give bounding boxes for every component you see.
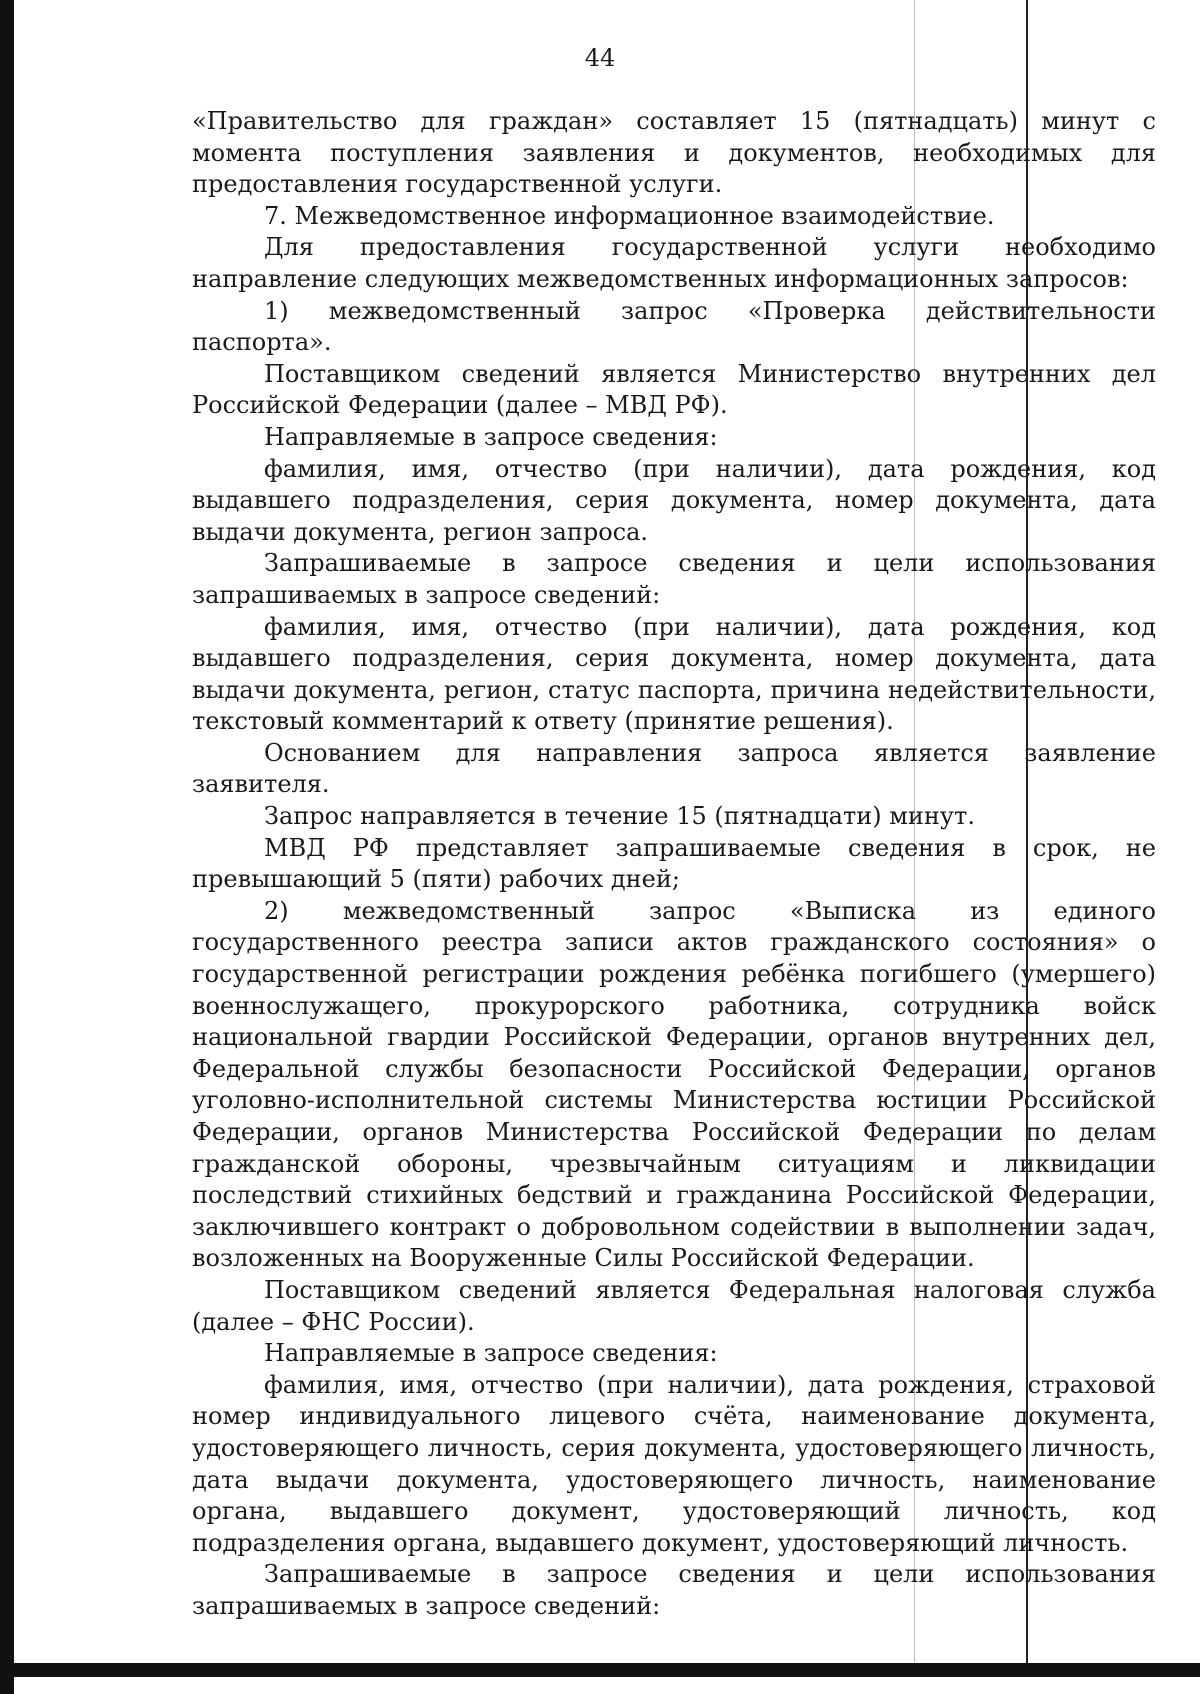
paragraph: Запрашиваемые в запросе сведения и цели использования запрашиваемых в запросе сведений: xyxy=(192,549,1156,609)
document-body xyxy=(192,106,1156,1623)
paragraph: Запрос направляется в течение 15 (пятнадцати) минут. xyxy=(264,802,975,831)
paragraph: фамилия, имя, отчество (при наличии), дата рождения, код выдавшего подразделения, серия документа, номер документа, дата выдачи документа, регион, статус паспорта, причина недействительности, текстовый комментарий к ответу (принятие решения). xyxy=(192,612,1156,736)
page-number: 44 xyxy=(584,44,616,72)
paragraph: Поставщиком сведений является Министерство внутренних дел Российской Федерации (далее – МВД РФ). xyxy=(192,359,1156,420)
paragraph: фамилия, имя, отчество (при наличии), дата рождения, страховой номер индивидуального лицевого счёта, наименование документа, удостоверяющего личность, серия документа, удостоверяющего личность, дата выдачи документа, удостоверяющего личность, наименование органа, выдавшего документ, удостоверяющий личность, код подразделения органа, выдавшего документ, удостоверяющий личность. xyxy=(192,1370,1156,1557)
paragraph: Для предоставления государственной услуги необходимо направление следующих межведомственных информационных запросов: xyxy=(192,233,1156,293)
list-item: 1) межведомственный запрос «Проверка действительности паспорта». xyxy=(192,296,1156,357)
paragraph: «Правительство для граждан» составляет 15 (пятнадцать) минут с момента поступления заявления и документов, необходимых для предоставления государственной услуги. xyxy=(192,107,1156,199)
scan-border-bottom xyxy=(0,1663,1200,1677)
paragraph: фамилия, имя, отчество (при наличии), дата рождения, код выдавшего подразделения, серия документа, номер документа, дата выдачи документа, регион запроса. xyxy=(192,454,1156,546)
section-heading: 7. Межведомственное информационное взаимодействие. xyxy=(264,201,995,230)
paragraph: Запрашиваемые в запросе сведения и цели использования запрашиваемых в запросе сведений: xyxy=(192,1560,1156,1620)
paragraph: Поставщиком сведений является Федеральная налоговая служба (далее – ФНС России). xyxy=(192,1275,1156,1336)
paragraph: МВД РФ представляет запрашиваемые сведения в срок, не превышающий 5 (пяти) рабочих дней; xyxy=(192,833,1156,894)
paragraph: Основанием для направления запроса является заявление заявителя. xyxy=(192,738,1156,799)
scan-border-left xyxy=(0,0,14,1694)
paragraph: Направляемые в запросе сведения: xyxy=(264,1339,718,1368)
paragraph: Направляемые в запросе сведения: xyxy=(264,422,718,451)
list-item: 2) межведомственный запрос «Выписка из единого государственного реестра записи актов гражданского состояния» о государственной регистрации рождения ребёнка погибшего (умершего) военнослужащего, прокурорского работника, сотрудника войск национальной гвардии Российской Федерации, органов внутренних дел, Федеральной службы безопасности Российской Федерации, органов уголовно-исполнительной системы Министерства юстиции Российской Федерации, органов Министерства Российской Федерации по делам гражданской обороны, чрезвычайным ситуациям и ликвидации последствий стихийных бедствий и гражданина Российской Федерации, заключившего контракт о добровольном содействии в выполнении задач, возложенных на Вооруженные Силы Российской Федерации. xyxy=(192,896,1156,1273)
